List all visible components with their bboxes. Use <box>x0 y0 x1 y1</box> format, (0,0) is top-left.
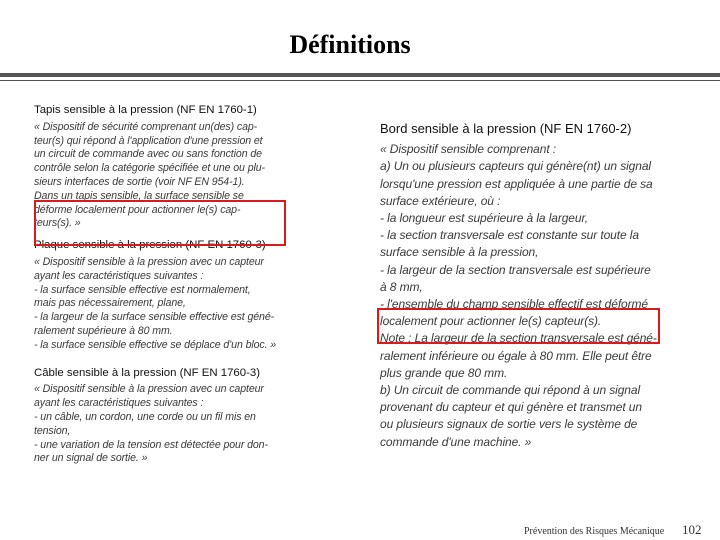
text-line: - la section transversale est constante sur toute la <box>380 228 639 243</box>
text-line: ayant les caractéristiques suivantes : <box>34 269 204 282</box>
section-title-tapis: Tapis sensible à la pression (NF EN 1760-1) <box>34 104 257 116</box>
text-line: - la surface sensible effective est normalement, <box>34 283 251 296</box>
section-title-bord: Bord sensible à la pression (NF EN 1760-2) <box>380 121 632 136</box>
text-line: mais pas nécessairement, plane, <box>34 297 186 310</box>
text-line: contrôle selon la catégorie spécifiée et une ou plu- <box>34 162 265 175</box>
text-line: surface sensible à la pression, <box>380 245 539 260</box>
left-column <box>34 104 286 466</box>
text-line: ayant les caractéristiques suivantes : <box>34 397 204 410</box>
text-line: localement pour actionner le(s) capteur(s). <box>380 314 602 329</box>
definition-plaque <box>34 256 286 353</box>
text-line: tension, <box>34 424 71 437</box>
text-line: - l'ensemble du champ sensible effectif est déformé <box>380 297 648 312</box>
text-line: teur(s) qui répond à l'application d'une pression et <box>34 134 263 147</box>
slide-title: Définitions <box>289 30 411 59</box>
text-line: Dans un tapis sensible, la surface sensible se <box>34 189 244 202</box>
text-line: - un câble, un cordon, une corde ou un fil mis en <box>34 410 256 423</box>
text-line: - une variation de la tension est détectée pour don- <box>34 438 268 451</box>
text-line: ralement supérieure à 80 mm. <box>34 324 173 337</box>
text-line: « Dispositif sensible comprenant : <box>380 142 557 157</box>
text-line: Note : La largeur de la section transversale est géné- <box>380 331 657 346</box>
title-rule-thick <box>0 73 720 77</box>
text-line: ou plusieurs signaux de sortie vers le système de <box>380 417 638 432</box>
title-rule-thin <box>0 80 720 81</box>
text-line: a) Un ou plusieurs capteurs qui génère(nt) un signal <box>380 159 651 174</box>
text-line: « Dispositif de sécurité comprenant un(des) cap- <box>34 120 258 133</box>
text-line: un circuit de commande avec ou sans fonction de <box>34 148 262 161</box>
text-line: b) Un circuit de commande qui répond à un signal <box>380 383 641 398</box>
text-line: ralement inférieure ou égale à 80 mm. Elle peut être <box>380 348 652 363</box>
text-line: surface extérieure, où : <box>380 193 501 208</box>
text-line: plus grande que 80 mm. <box>380 365 508 380</box>
definition-cable <box>34 383 286 466</box>
text-line: lorsqu'une pression est appliquée à une partie de sa <box>380 176 653 191</box>
text-line: commande d'une machine. » <box>380 434 532 449</box>
text-line: teurs(s). » <box>34 217 81 230</box>
text-line: ner un signal de sortie. » <box>34 452 148 465</box>
text-line: provenant du capteur et qui génère et transmet un <box>380 400 642 415</box>
text-line: - la largeur de la section transversale est supérieure <box>380 262 651 277</box>
text-line: sieurs interfaces de sortie (voir NF EN 954-1). <box>34 175 245 188</box>
page-number: 102 <box>682 522 702 537</box>
right-column <box>380 120 664 451</box>
highlight-box-bord <box>377 308 660 344</box>
footer-text: Prévention des Risques Mécanique <box>524 526 665 537</box>
definition-bord <box>380 141 664 451</box>
text-line: « Dispositif sensible à la pression avec un capteur <box>34 383 264 396</box>
text-line: - la largeur de la surface sensible effective est géné- <box>34 311 275 324</box>
section-title-cable: Câble sensible à la pression (NF EN 1760-3) <box>34 366 261 379</box>
section-title-plaque: Plaque sensible à la pression (NF EN 1760-3) <box>34 239 266 252</box>
text-line: - la surface sensible effective se déplace d'un bloc. » <box>34 338 277 351</box>
highlight-box-tapis <box>34 200 286 246</box>
text-line: déforme localement pour actionner le(s) cap- <box>34 203 241 216</box>
text-line: - la longueur est supérieure à la largeur, <box>380 211 588 226</box>
text-line: à 8 mm, <box>380 279 423 294</box>
text-line: « Dispositif sensible à la pression avec un capteur <box>34 255 264 268</box>
